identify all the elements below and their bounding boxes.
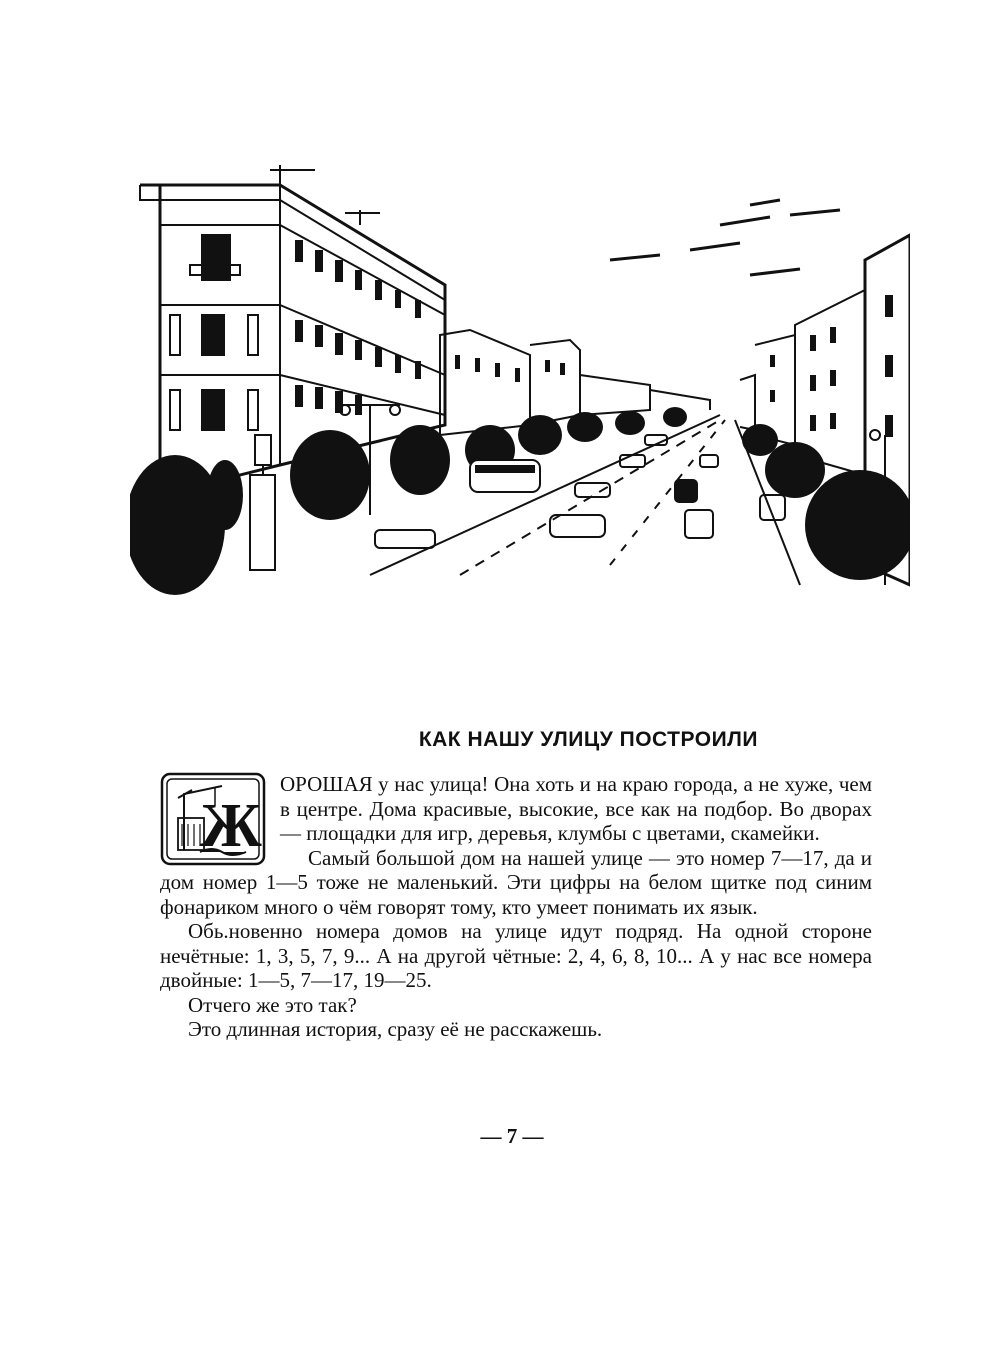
- story-text: [160, 772, 872, 1042]
- page-number: — 7 —: [480, 1124, 544, 1148]
- chapter-title: КАК НАШУ УЛИЦУ ПОСТРОИЛИ: [418, 728, 758, 751]
- paragraph-3: Обь.новенно номера домов на улице идут подряд. На одной стороне нечётные: 1, 3, 5, 7, 9... А на другой чётные: 2, 4, 6, 8, 10... А у нас все номера двойные: 1—5, 7—17, 19—25.: [160, 919, 872, 992]
- drop-cap-letter: Ж: [200, 792, 262, 860]
- street-illustration: [130, 165, 910, 615]
- sky-strokes: [610, 200, 840, 275]
- paragraph-2: Самый большой дом на нашей улице — это номер 7—17, да и дом номер 1—5 тоже не маленький. Эти цифры на белом щитке под синим фонариком много о чём говорят тому, кто умеет понимать их язык.: [160, 845, 872, 919]
- drop-cap: [160, 772, 266, 866]
- drop-cap-construction-icon: [160, 772, 266, 866]
- street-kiosk: [250, 435, 275, 570]
- paragraph-4: Отчего же это так?: [188, 992, 357, 1017]
- trees-left: [130, 407, 687, 595]
- street-scene-illustration: [130, 165, 910, 615]
- paragraph-1: ОРОШАЯ у нас улица! Она хоть и на краю города, а не хуже, чем в центре. Дома красивые, высокие, все как на подбор. Во дворах — площадки для игр, деревья, клумбы с цветами, скамейки.: [280, 772, 872, 845]
- paragraph-5: Это длинная история, сразу её не расскажешь.: [188, 1017, 603, 1041]
